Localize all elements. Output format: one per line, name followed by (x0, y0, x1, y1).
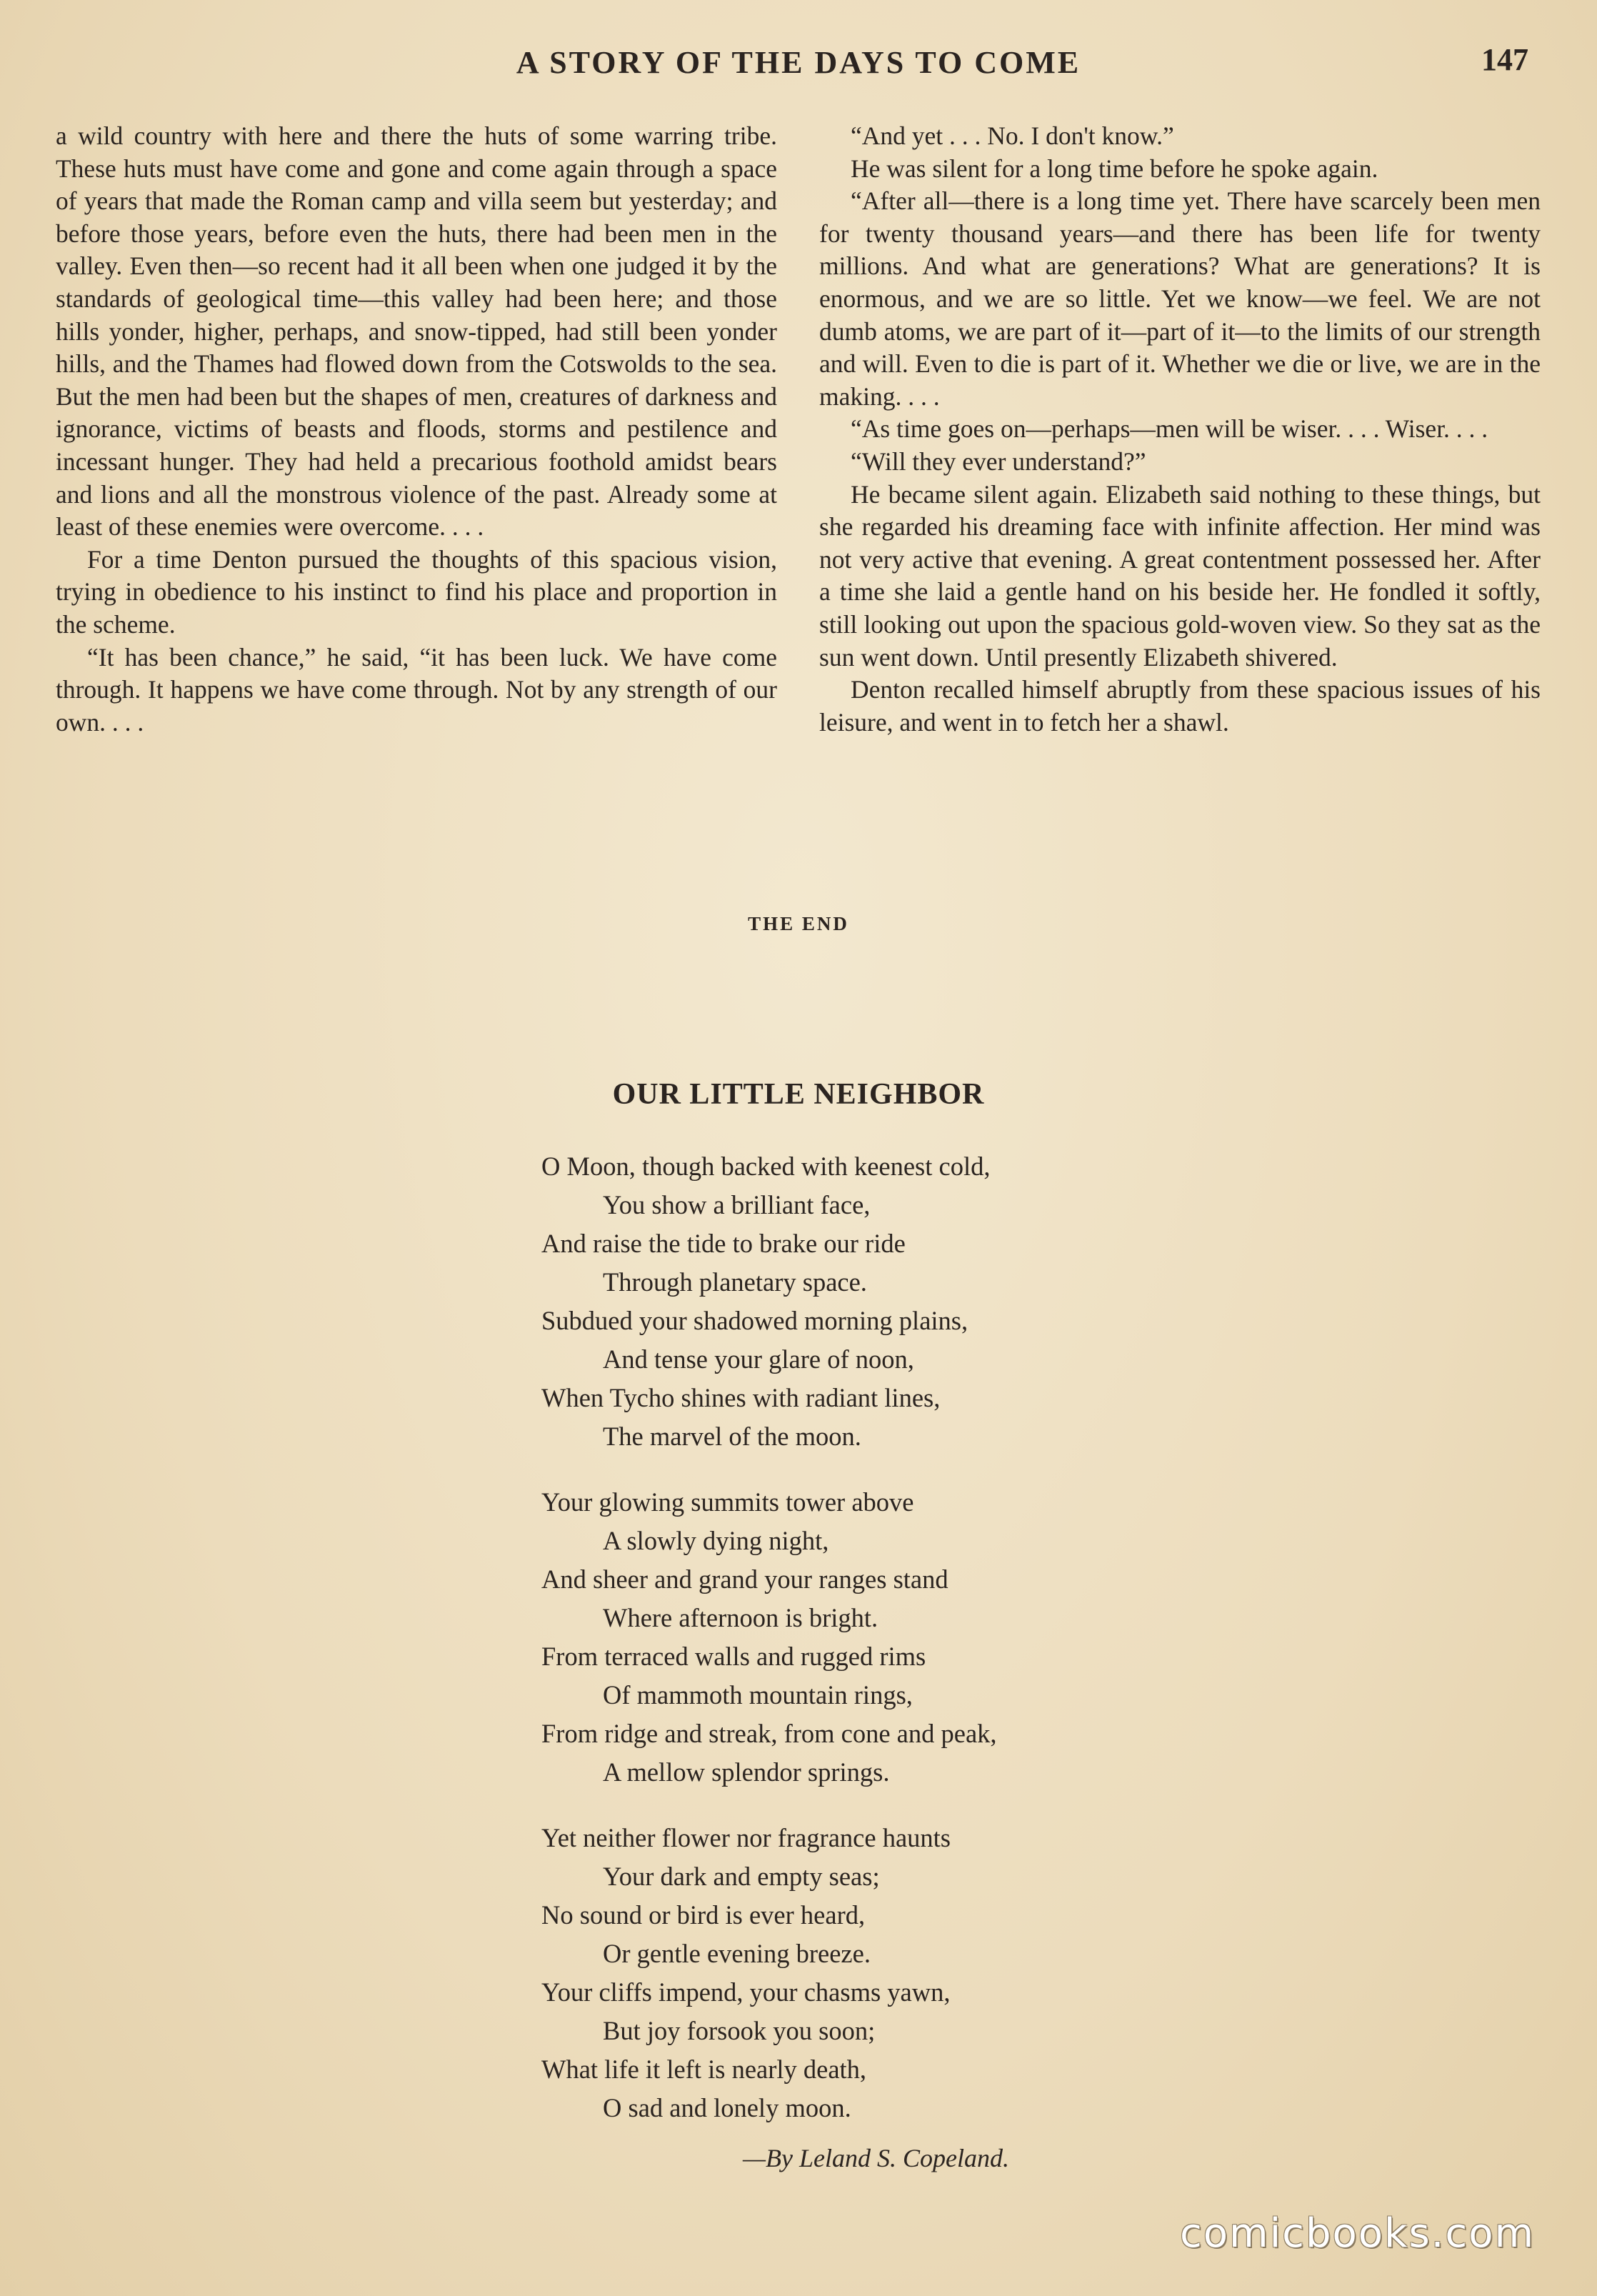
poem-line: No sound or bird is ever heard, (541, 1900, 866, 1930)
poem-line: And tense your glare of noon, (603, 1344, 914, 1374)
poem-line: Your glowing summits tower above (541, 1487, 914, 1517)
poem-line: A slowly dying night, (603, 1526, 829, 1555)
story-paragraph: He became silent again. Elizabeth said nothing to these things, but she regarded his dreaming face with infinite affection. Her mind was not very active that evening. A great contentment possessed her. After a time she laid a gentle hand on his beside her. He fondled it softly, still looking out upon the spacious gold-woven view. So they sat as the sun went down. Until presently Elizabeth shivered. (819, 479, 1541, 672)
the-end-label: THE END (748, 913, 849, 934)
poem-line: Where afternoon is bright. (603, 1603, 878, 1632)
story-paragraph: “It has been chance,” he said, “it has been luck. We have come through. It happens we have come through. Not by any strength of our own. . . . (56, 642, 777, 737)
story-paragraph: “Will they ever understand?” (851, 446, 1146, 476)
poem-line: And raise the tide to brake our ride (541, 1229, 906, 1258)
poem-line: When Tycho shines with radiant lines, (541, 1383, 941, 1412)
poem-line: Your cliffs impend, your chasms yawn, (541, 1977, 951, 2007)
poem-line: And sheer and grand your ranges stand (541, 1564, 948, 1594)
poem-line: From ridge and streak, from cone and peak, (541, 1719, 997, 1748)
poem-line: Through planetary space. (603, 1267, 867, 1297)
running-title: A STORY OF THE DAYS TO COME (516, 45, 1081, 80)
poem-stanza (541, 1819, 1327, 2127)
poem-line: Or gentle evening breeze. (603, 1939, 871, 1968)
poem-stanza (541, 1483, 1327, 1792)
story-paragraph: Denton recalled himself abruptly from these spacious issues of his leisure, and went in to fetch her a shawl. (819, 675, 1541, 737)
story-paragraph: a wild country with here and there the huts of some warring tribe. These huts must have come and gone and come again through a space of years that made the Roman camp and villa seem but yesterday; and before those years, before even the huts, there had been men in the valley. Even then—so recent had it all been when one judged it by the standards of geological time—this valley had been here; and those hills yonder, higher, perhaps, and snow-tipped, had still been yonder hills, and the Thames had flowed down from the Cotswolds to the sea. But the men had been but the shapes of men, creatures of darkness and ignorance, victims of beasts and floods, storms and pestilence and incessant hunger. They had held a precarious foothold amidst bears and lions and all the monstrous violence of the past. Already some at least of these enemies were overcome. . . . (56, 121, 777, 541)
poem-stanza (541, 1147, 1327, 1456)
story-paragraph: He was silent for a long time before he spoke again. (851, 154, 1378, 183)
poem-line: O sad and lonely moon. (603, 2093, 851, 2122)
poem-line: A mellow splendor springs. (603, 1757, 890, 1787)
poem-byline: —By Leland S. Copeland. (743, 2144, 1009, 2172)
page-number: 147 (1481, 42, 1528, 77)
poem-line: From terraced walls and rugged rims (541, 1642, 926, 1671)
site-watermark: comicbooks.com (1180, 2210, 1536, 2257)
poem-body (541, 1147, 1327, 2155)
story-paragraph: For a time Denton pursued the thoughts of this spacious vision, trying in obedience to his instinct to find his place and proportion in the scheme. (56, 544, 777, 639)
poem-line: You show a brilliant face, (603, 1190, 871, 1219)
poem-line: Your dark and empty seas; (603, 1862, 880, 1891)
poem-line: Subdued your shadowed morning plains, (541, 1306, 968, 1335)
story-right-column (819, 120, 1541, 739)
story-paragraph: “As time goes on—perhaps—men will be wiser. . . . Wiser. . . . (851, 414, 1488, 444)
poem-line: But joy forsook you soon; (603, 2016, 876, 2045)
story-paragraph: “After all—there is a long time yet. There have scarcely been men for twenty thousand years—and there has been life for twenty millions. And what are generations? What are generations? It is enormous, and we are so little. Yet we know—we feel. We are not dumb atoms, we are part of it—part of it—to the limits of our strength and will. Even to die is part of it. Whether we die or live, we are in the making. . . . (819, 186, 1541, 411)
poem-line: Of mammoth mountain rings, (603, 1680, 913, 1709)
poem-line: What life it left is nearly death, (541, 2055, 867, 2084)
poem-line: Yet neither flower nor fragrance haunts (541, 1823, 951, 1852)
poem-line: The marvel of the moon. (603, 1422, 861, 1451)
story-paragraph: “And yet . . . No. I don't know.” (851, 121, 1174, 150)
poem-title: OUR LITTLE NEIGHBOR (612, 1078, 985, 1111)
story-left-column (56, 120, 777, 739)
poem-line: O Moon, though backed with keenest cold, (541, 1152, 991, 1181)
